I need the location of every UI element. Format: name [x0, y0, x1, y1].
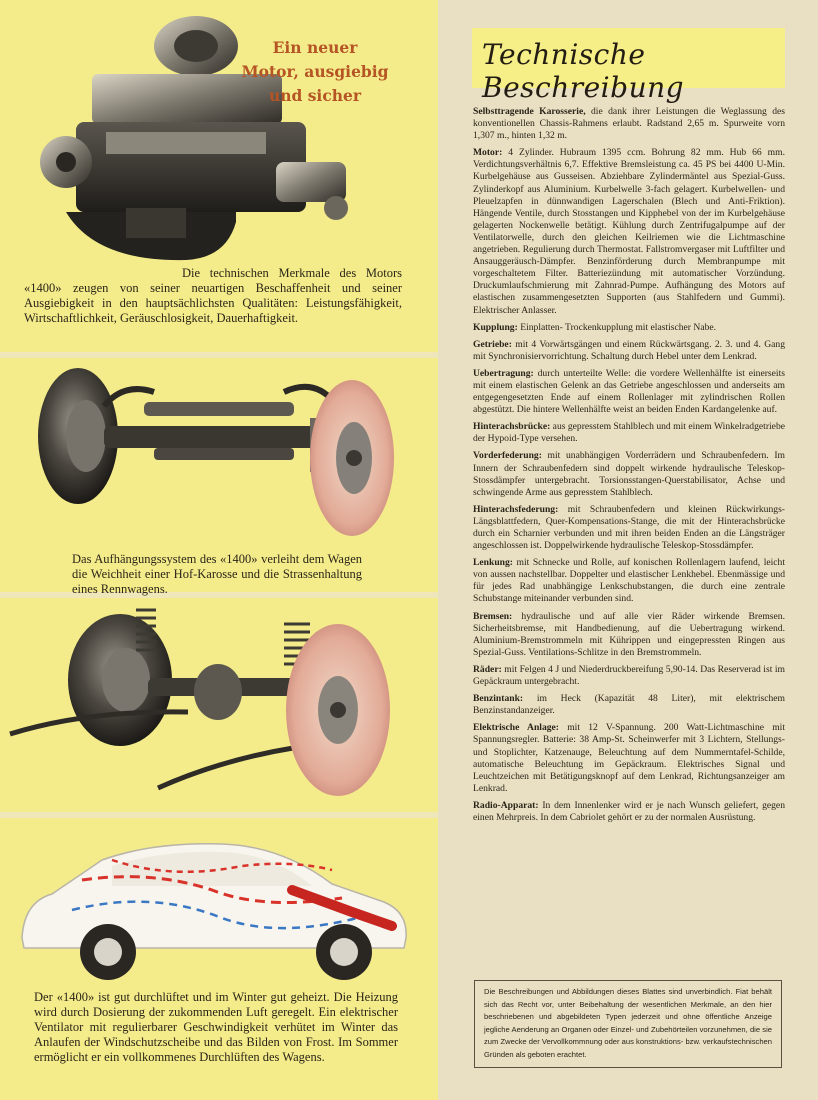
rear-axle-illustration: [8, 602, 392, 808]
spec-label: Motor:: [473, 147, 503, 159]
spec-label: Getriebe:: [473, 338, 512, 350]
title-box: [472, 28, 785, 104]
spec-text: 4 Zylinder. Hubraum 1395 ccm. Bohrung 82 mm. Hub 66 mm. Verdichtungsverhältnis 6,7. Effektive Bremsleistung ca. 45 PS bei 4400 U-Min. Kurbelgehäuse aus Gusseisen. Abziehbare Zylindermäntel aus Spezial-Guss. Zylinderkopf aus Aluminium. Kurbelwelle 3-fach gelagert. Kurbelwellen- und Pleuelzapfen in dünnwandigen Lagerschalen (Blech und Anti-Friktion). Hängende Ventile, durch Stosstangen und Kipphebel von der im Kurbelgehäuse gelagerten Nockenwelle betätigt. Kühlung durch Zentrifugalpumpe auf der Ventilatorwelle, durch den gleichen Keilriemen wie die Lichtmaschine angetrieben. Regulierung durch Thermostat. Fallstromvergaser mit Luftfilter und Ansauggeräusch-Dämpfer. Benzinförderung durch Membranpumpe mit vorgeschaltetem Filter. Batteriezündung mit automatischer Vorzündung. Druckumlaufschmierung mit Zahnrad-Pumpe. Aufhängung des Motors auf elastischen zusammengesetzten Supporten (aus Stahlfedern und Gummi). Elektrischer Anlasser.: [473, 147, 785, 316]
spec-text: mit Schnecke und Rolle, auf konischen Rollenlagern laufend, leicht von aussen nachstellbar. Doppelter und elastischer Lenkhebel. Ebenmässige und für jedes Rad unabhängige Lenkschubstangen, die durch eine zentrale Schubstange miteinander verbunden sind.: [473, 557, 785, 605]
spec-item: [473, 611, 785, 659]
headline-line: Motor, ausgiebig: [241, 62, 389, 81]
spec-label: Räder:: [473, 663, 502, 675]
spec-item: [473, 693, 785, 717]
spec-label: Elektrische Anlage:: [473, 722, 560, 734]
spec-text: mit 4 Vorwärtsgängen und einem Rückwärtsgang. 2. 3. und 4. Gang mit Synchronisiervorrichtung. Schaltung durch Hebel unter dem Lenkrad.: [473, 338, 785, 362]
spec-item: [473, 504, 785, 552]
spec-item: [473, 339, 785, 363]
spec-text: Einplatten- Trockenkupplung mit elastischer Nabe.: [517, 321, 717, 333]
page-title: Technische Beschreibung: [482, 38, 685, 104]
spec-text: mit unabhängigen Vorderrädern und Schraubenfedern. Im Innern der Schraubenfedern sind doppelt wirkende hydraulische Teleskop-Stossdämpfer untergebracht. Torsionsstangen-Querstabilisator, Achse und schwingende Arme aus gepresstem Stahlblech.: [473, 450, 785, 498]
spec-item: [473, 800, 785, 824]
spec-item: [473, 557, 785, 605]
spec-label: Hinterachsbrücke:: [473, 421, 551, 433]
spec-label: Lenkung:: [473, 557, 513, 569]
spec-list: [473, 106, 785, 829]
spec-label: Hinterachsfederung:: [473, 503, 559, 515]
engine-caption: Die technischen Merkmale des Motors «1400» zeugen von seiner neuartigen Beschaffenheit und seiner Ausgiebigkeit in den hauptsächlichsten Qualitäten: Leistungsfähigkeit, Wirtschaftlichkeit, Geräuschlosigkeit, Dauerhaftigkeit.: [24, 266, 402, 325]
front-suspension-caption: Das Aufhängungssystem des «1400» verleiht dem Wagen die Weichheit einer Hof-Karosse und die Strassenhaltung eines Rennwagens.: [72, 552, 362, 596]
headline-line: und sicher: [268, 86, 362, 105]
spec-label: Benzintank:: [473, 693, 524, 705]
spec-text: mit Felgen 4 J und Niederdruckbereifung 5,90-14. Das Reserverad ist im Gepäckraum untergebracht.: [473, 663, 785, 688]
car-heating-illustration: [12, 830, 412, 990]
spec-text: hydraulische und auf alle vier Räder wirkende Bremsen. Sicherheitsbremse, mit Handbedienung, auf die Uebertragung wirkend. Aluminium-Bremstrommeln mit Kührippen und eingepressten Ringen aus Spezial-Guss. Ventilations-Schlitze in den Bremstrommeln.: [473, 610, 785, 658]
spec-item: [473, 322, 785, 334]
spec-item: [473, 664, 785, 688]
spec-item: [473, 147, 785, 316]
spec-label: Bremsen:: [473, 610, 513, 622]
panel-divider: [0, 812, 438, 818]
disclaimer-note: Die Beschreibungen und Abbildungen dieses Blattes sind unverbindlich. Fiat behält sich das Recht vor, unter Beibehaltung der wesentlichen Merkmale, an den hier beschriebenen und abgebildeten Typen jederzeit und ohne öffentliche Anzeige jegliche Aenderung an Organen oder Einzel- und Zubehörteilen vorzunehmen, die sie zum Zwecke der Vervollkommnung oder aus konstruktions- bzw. verkaufstechnischen Gründen als geboten erachtet.: [474, 980, 782, 1068]
spec-label: Kupplung:: [473, 321, 518, 333]
spec-text: die dank ihrer Leistungen die Weglassung des konventionellen Chassis-Rahmens erlaubt. Radstand 2,65 m. Spurweite vorn 1,307 m., hinten 1,32 m.: [473, 106, 785, 142]
spec-label: Uebertragung:: [473, 367, 534, 379]
spec-label: Vorderfederung:: [473, 450, 542, 462]
spec-text: mit 12 V-Spannung. 200 Watt-Lichtmaschine mit Spannungsregler. Batterie: 38 Amp-St. Scheinwerfer mit 3 Lichtern, Stellungs- und Stoplichter, Katzenauge, Beleuchtung auf dem Nummerntafel-Schilde, automatische Beleuchtung im Gepäckraum. Elektrisches Signal und Leuchtzeichen mit Betätigungsknopf auf dem Lenkrad, Richtungsanzeiger am Lenkrad.: [473, 722, 785, 794]
spec-item: [473, 450, 785, 498]
spec-text: In dem Innenlenker wird er je nach Wunsch geliefert, gegen einen Mehrpreis. In dem Cabriolet gehört er zu der normalen Ausrüstung.: [473, 799, 785, 823]
spec-text: aus gepresstem Stahlblech und mit einem Winkelradgetriebe der Hypoid-Type versehen.: [473, 421, 785, 445]
spec-item: [473, 421, 785, 445]
spec-item: [473, 368, 785, 416]
spec-item: [473, 106, 785, 142]
headline-line: Ein neuer: [272, 38, 358, 57]
front-suspension-illustration: [34, 362, 396, 548]
spec-item: [473, 722, 785, 795]
spec-text: durch unterteilte Welle: die vordere Wellenhälfte ist einerseits mit einem elastischen Gelenk an das Getriebe angeschlossen und anderseits am entgegengesetzten Ende auf einem Rollenlager mit zylindrischen Rollen abgestützt. Die hintere Wellenhälfte weist an beiden Enden Kardangelenke auf.: [473, 367, 785, 416]
spec-text: mit Schraubenfedern und kleinen Rückwirkungs-Längsblattfedern, Quer-Kompensations-Stange, die mit der Hinterachsbrücke durch ein Scharnier verbunden und mit ihren beiden Enden an die Längsträger angeschlossen ist. Doppelwirkende hydraulische Teleskop-Stossdämpfer.: [473, 503, 785, 552]
spec-text: im Heck (Kapazität 48 Liter), mit elektrischem Benzinstandanzeiger.: [473, 693, 785, 717]
panel-divider: [0, 352, 438, 358]
spec-label: Radio-Apparat:: [473, 799, 539, 811]
heating-caption: Der «1400» ist gut durchlüftet und im Winter gut geheizt. Die Heizung wird durch Dosierung der zukommenden Luft geregelt. Ein elektrischer Ventilator mit regulierbarer Geschwindigkeit verhütet im Winter das Anlaufen der Windschutzscheibe und das Bilden von Frost. Im Sommer ermöglicht er ein vollkommenes Durchlüften des Wagens.: [34, 990, 398, 1064]
engine-headline: [232, 36, 398, 108]
spec-label: Selbsttragende Karosserie,: [473, 106, 586, 117]
